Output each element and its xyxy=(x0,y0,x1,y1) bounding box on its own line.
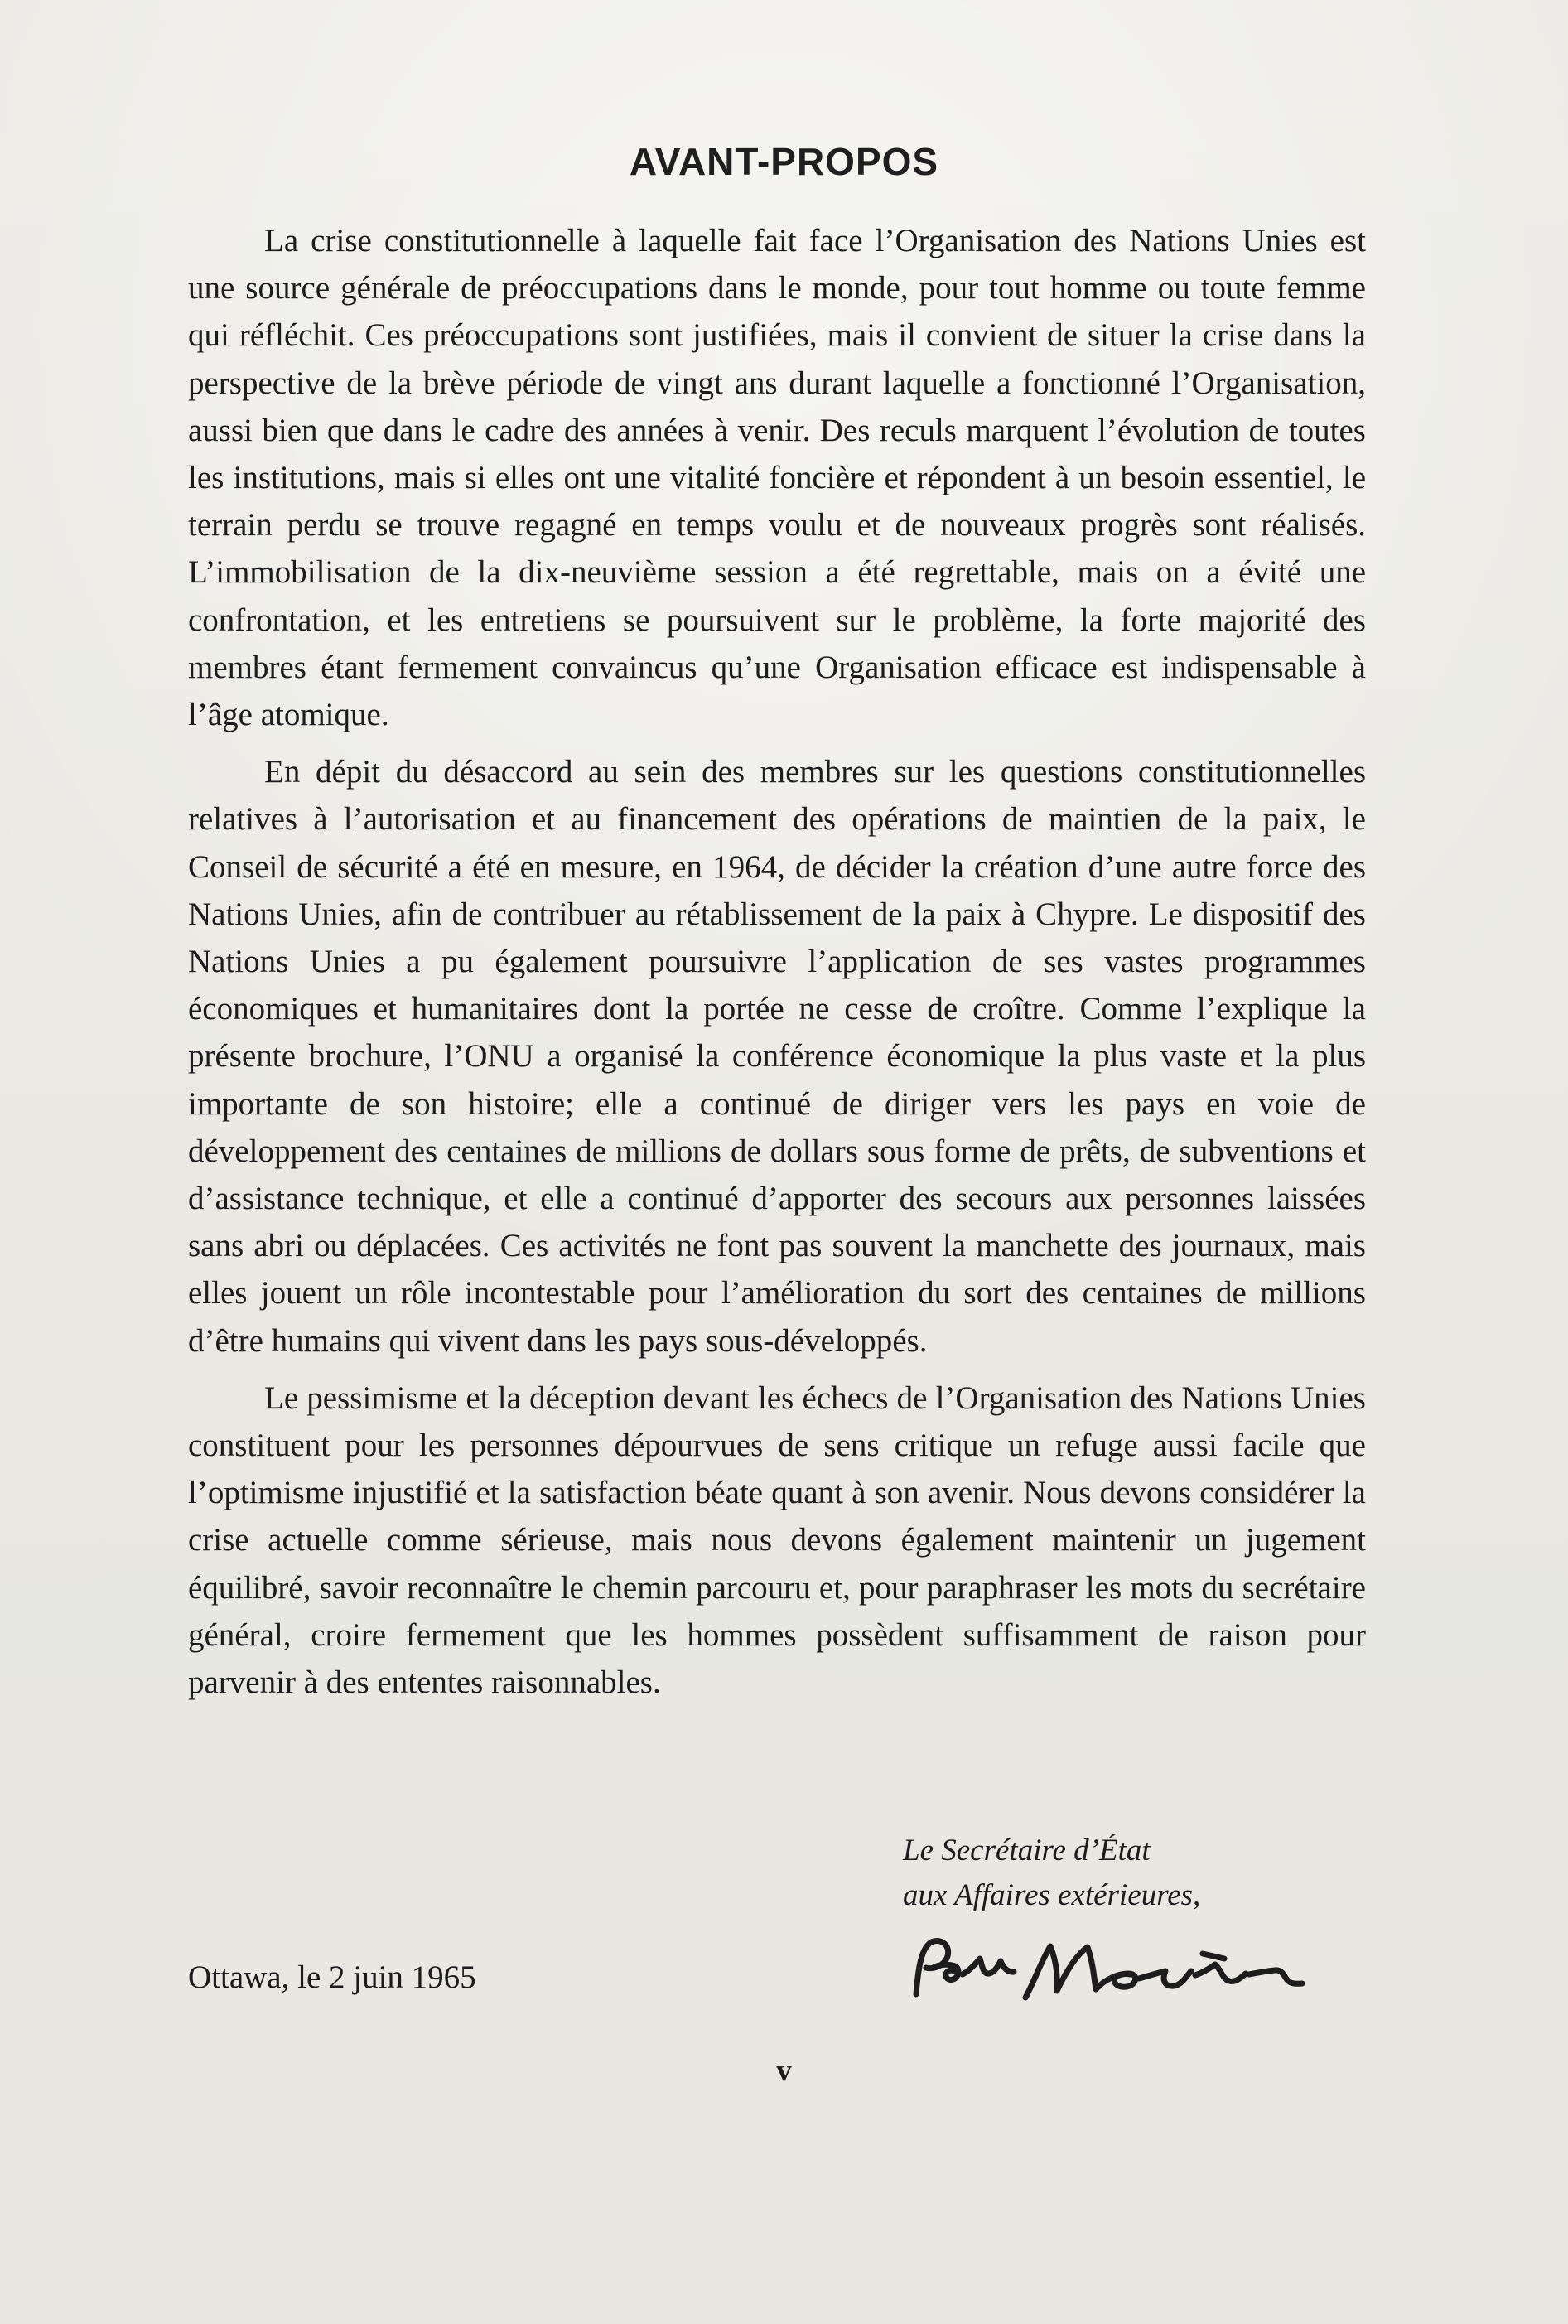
signature-title xyxy=(903,1829,1284,1918)
signature-title-line-1: Le Secrétaire d’État xyxy=(903,1834,1151,1867)
place-date: Ottawa, le 2 juin 1965 xyxy=(188,1959,476,1995)
body-text xyxy=(188,217,1366,1716)
closing-block xyxy=(0,1829,1568,2044)
signature-graphic xyxy=(901,1928,1324,2019)
page-number: v xyxy=(776,2054,792,2088)
page-title: AVANT-PROPOS xyxy=(629,140,939,183)
signature-title-line-2: aux Affaires extérieures, xyxy=(903,1878,1201,1912)
paragraph-1: La crise constitutionnelle à laquelle fait face l’Organisation des Nations Unies est une source générale de préoccupations dans le monde, pour tout homme ou toute femme qui réfléchit. Ces préoccupations sont justifiées, mais il convient de situer la crise dans la perspective de la brève période de vingt ans durant laquelle a fonctionné l’Organisation, aussi bien que dans le cadre des années à venir. Des reculs marquent l’évolution de toutes les institutions, mais si elles ont une vitalité foncière et répondent à un besoin essentiel, le terrain perdu se trouve regagné en temps voulu et de nouveaux progrès sont réalisés. L’immobilisation de la dix-neuvième session a été regrettable, mais on a évité une confrontation, et les entretiens se poursuivent sur le problème, la forte majorité des membres étant fermement convaincus qu’une Organisation efficace est indispensable à l’âge atomique. xyxy=(188,223,1366,733)
paragraph-2: En dépit du désaccord au sein des membres sur les questions constitutionnelles relatives à l’autorisation et au financement des opérations de maintien de la paix, le Conseil de sécurité a été en mesure, en 1964, de décider la création d’une autre force des Nations Unies, afin de contribuer au rétablissement de la paix à Chypre. Le dispositif des Nations Unies a pu également poursuivre l’application de ses vastes programmes économiques et humanitaires dont la portée ne cesse de croître. Comme l’explique la présente brochure, l’ONU a organisé la conférence économique la plus vaste et la plus importante de son histoire; elle a continué de diriger vers les pays en voie de développement des centaines de millions de dollars sous forme de prêts, de subventions et d’assistance technique, et elle a continué d’apporter des secours aux personnes laissées sans abri ou déplacées. Ces activités ne font pas souvent la manchette des journaux, mais elles jouent un rôle incontestable pour l’amélioration du sort des centaines de millions d’être humains qui vivent dans les pays sous-développés. xyxy=(188,754,1366,1359)
paragraph-3: Le pessimisme et la déception devant les échecs de l’Organisation des Nations Unies constituent pour les personnes dépourvues de sens critique un refuge aussi facile que l’optimisme injustifié et la satisfaction béate quant à son avenir. Nous devons considérer la crise actuelle comme sérieuse, mais nous devons également maintenir un jugement équilibré, savoir reconnaître le chemin parcouru et, pour paraphraser les mots du secrétaire général, croire fermement que les hommes possèdent suffisamment de raison pour parvenir à des ententes raisonnables. xyxy=(188,1379,1366,1701)
